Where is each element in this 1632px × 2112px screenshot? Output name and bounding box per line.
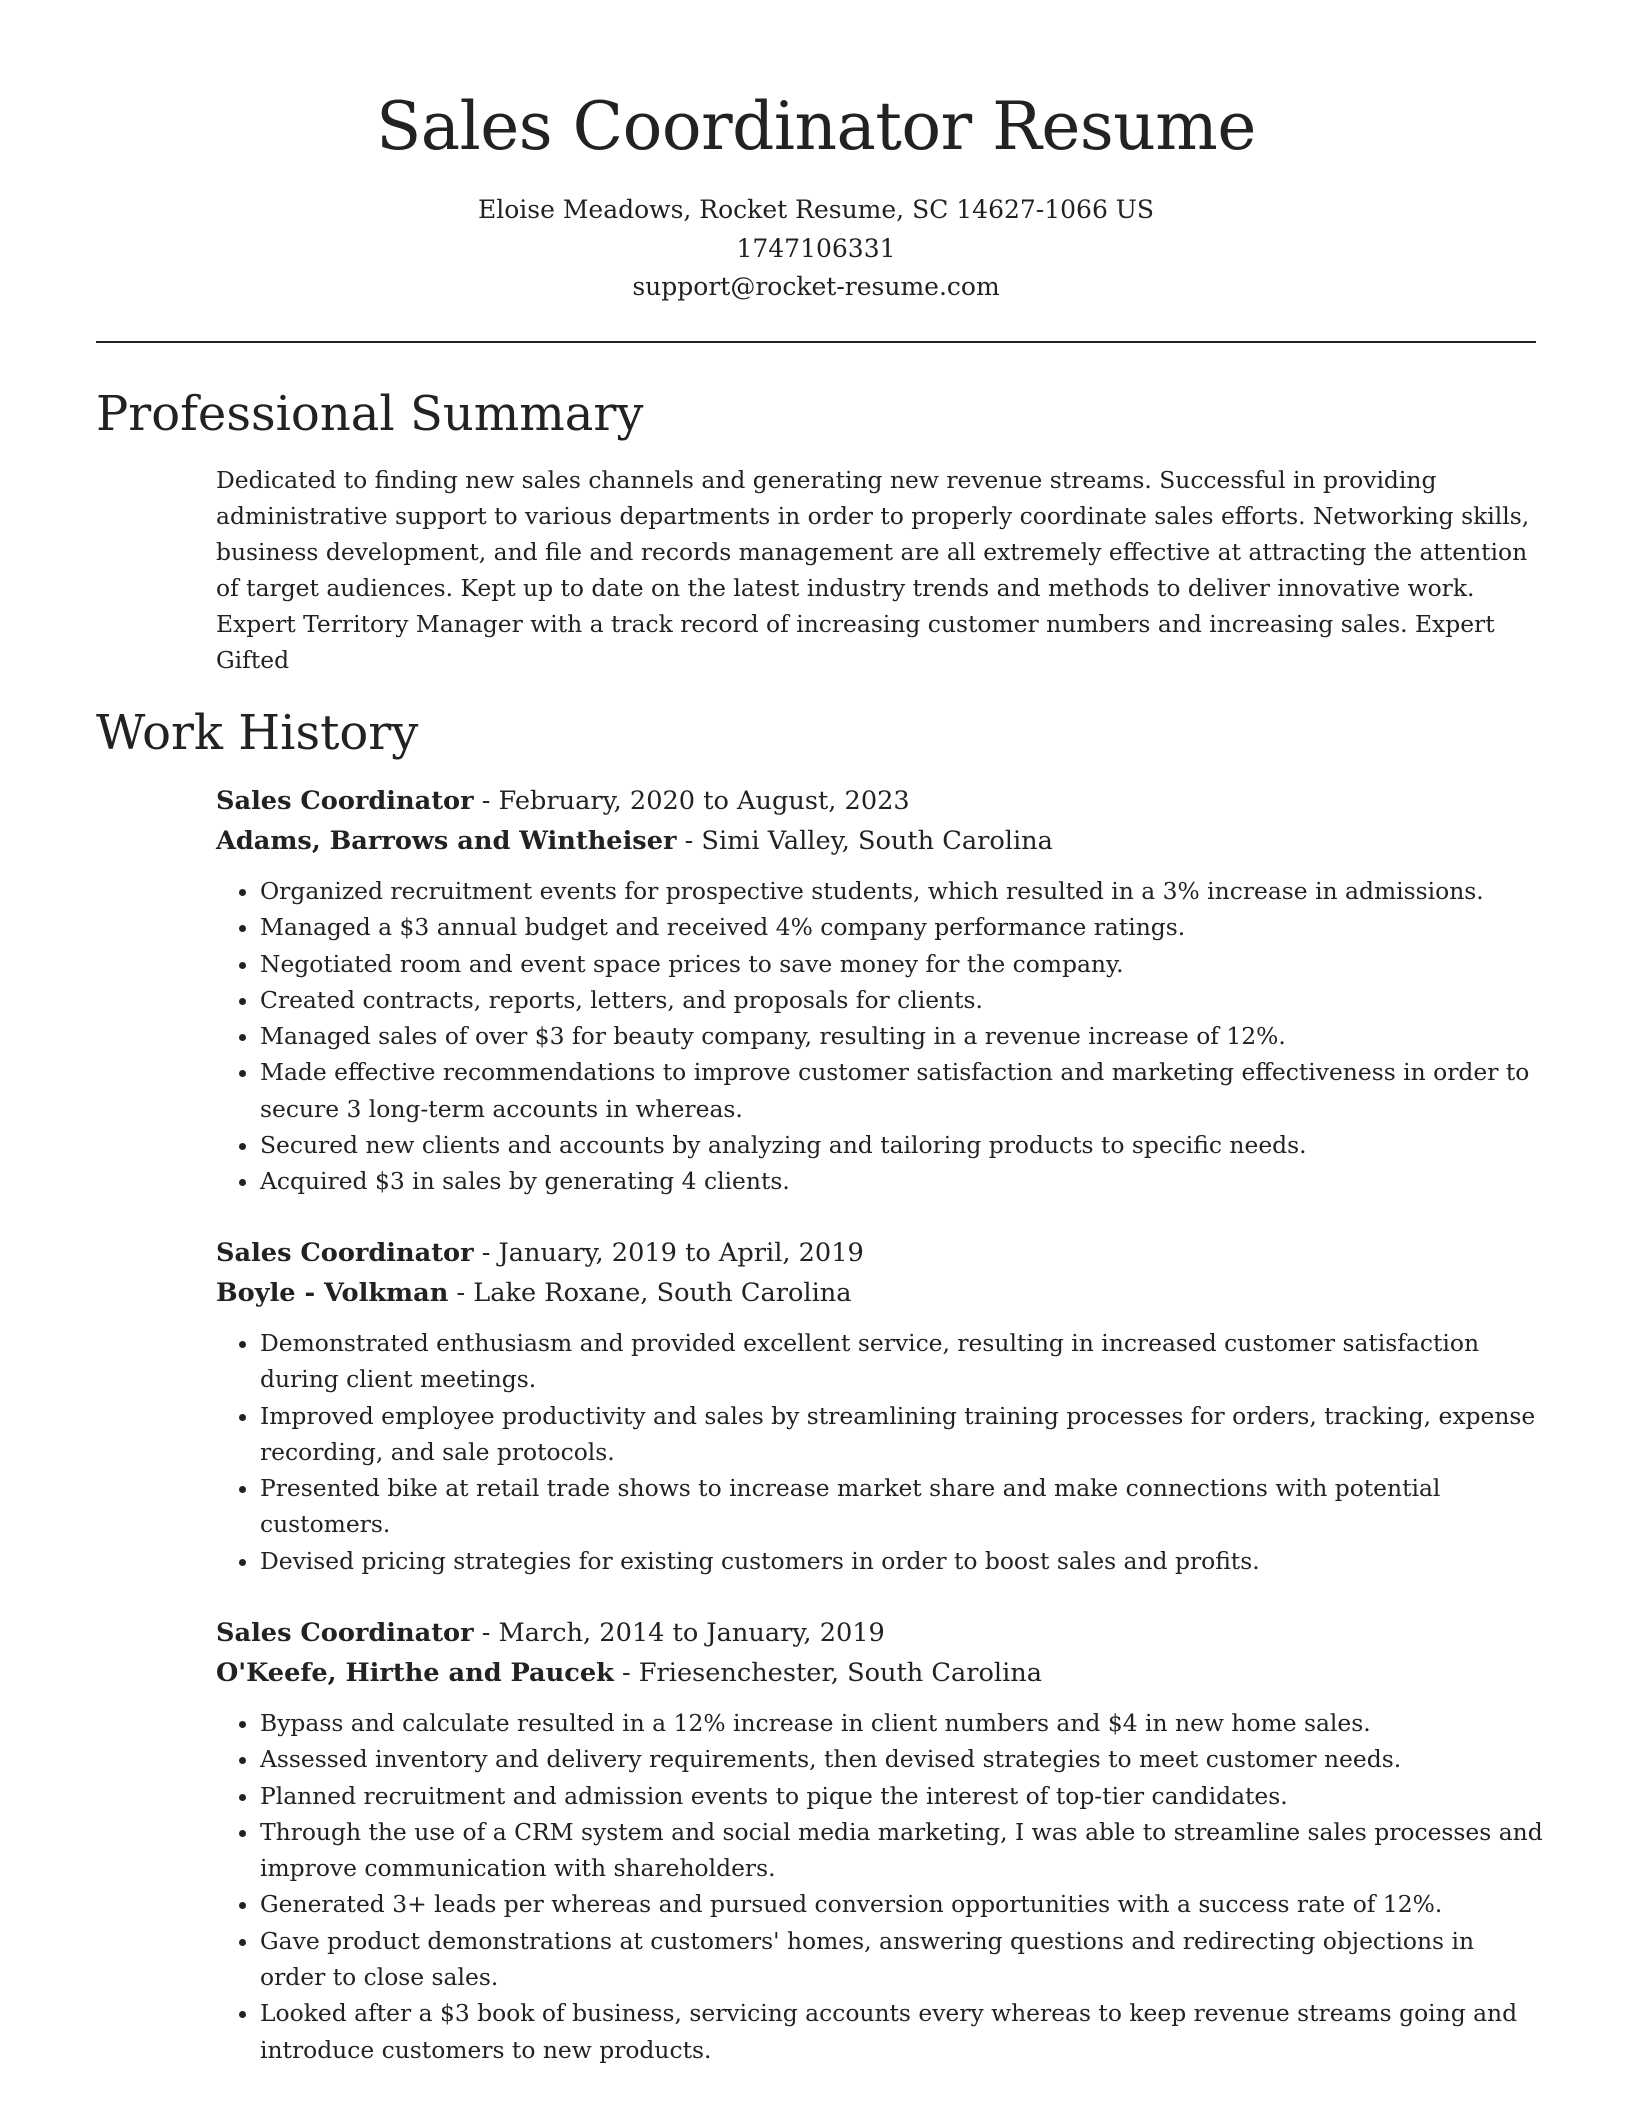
job-bullet: • Presented bike at retail trade shows to increase market share and make connections with potential customers. — [260, 1470, 1546, 1543]
job-entry — [216, 781, 1546, 1200]
job-bullet: • Organized recruitment events for prospective students, which resulted in a 3% increase in admissions. — [260, 873, 1546, 909]
job-title-line — [216, 1613, 1546, 1653]
job-title: Sales Coordinator — [216, 786, 474, 816]
job-bullets — [216, 1325, 1546, 1579]
job-bullets — [216, 1705, 1546, 2068]
job-bullet: • Secured new clients and accounts by analyzing and tailoring products to specific needs. — [260, 1127, 1546, 1163]
job-location: - Simi Valley, South Carolina — [676, 826, 1053, 856]
resume-title: Sales Coordinator Resume — [376, 88, 1256, 165]
job-title-line — [216, 781, 1546, 821]
job-bullet: • Improved employee productivity and sales by streamlining training processes for orders, tracking, expense recording, and sale protocols. — [260, 1398, 1546, 1471]
job-bullet: • Bypass and calculate resulted in a 12% increase in client numbers and $4 in new home sales. — [260, 1705, 1546, 1741]
job-company: Boyle - Volkman — [216, 1278, 449, 1308]
job-dates: - March, 2014 to January, 2019 — [473, 1618, 885, 1648]
job-bullet: • Managed sales of over $3 for beauty company, resulting in a revenue increase of 12%. — [260, 1018, 1546, 1054]
header-divider — [96, 341, 1536, 343]
job-title: Sales Coordinator — [216, 1238, 474, 1268]
job-bullet: • Planned recruitment and admission events to pique the interest of top-tier candidates. — [260, 1778, 1546, 1814]
job-location: - Friesenchester, South Carolina — [613, 1658, 1043, 1688]
job-company-line — [216, 821, 1546, 861]
job-dates: - January, 2019 to April, 2019 — [473, 1238, 864, 1268]
job-entry — [216, 1233, 1546, 1579]
job-bullet: • Gave product demonstrations at customers' homes, answering questions and redirecting objections in order to close sales. — [260, 1923, 1546, 1996]
job-entry — [216, 1613, 1546, 2068]
job-bullet: • Through the use of a CRM system and social media marketing, I was able to streamline sales processes and improve communication with shareholders. — [260, 1814, 1546, 1887]
job-bullet: • Demonstrated enthusiasm and provided excellent service, resulting in increased customer satisfaction during client meetings. — [260, 1325, 1546, 1398]
job-title-line — [216, 1233, 1546, 1273]
job-dates: - February, 2020 to August, 2023 — [473, 786, 910, 816]
job-company-line — [216, 1273, 1546, 1313]
summary-heading: Professional Summary — [96, 386, 644, 442]
job-bullets — [216, 873, 1546, 1200]
work-history-heading: Work History — [96, 705, 419, 761]
job-bullet: • Created contracts, reports, letters, and proposals for clients. — [260, 982, 1546, 1018]
job-bullet: • Negotiated room and event space prices to save money for the company. — [260, 946, 1546, 982]
job-bullet: • Generated 3+ leads per whereas and pursued conversion opportunities with a success rate of 12%. — [260, 1886, 1546, 1922]
job-bullet: • Managed a $3 annual budget and received 4% company performance ratings. — [260, 909, 1546, 945]
summary-text: Dedicated to finding new sales channels and generating new revenue streams. Successful in providing administrative support to various departments in order to properly coordinate sales efforts. Networking skills, business development, and file and records management are all extremely effective at attracting the attention of target audiences. Kept up to date on the latest industry trends and methods to deliver innovative work. Expert Territory Manager with a track record of increasing customer numbers and increasing sales. Expert Gifted — [216, 466, 1530, 674]
job-company: Adams, Barrows and Wintheiser — [216, 826, 677, 856]
job-company: O'Keefe, Hirthe and Paucek — [216, 1658, 614, 1688]
job-bullet: • Looked after a $3 book of business, servicing accounts every whereas to keep revenue streams going and introduce customers to new products. — [260, 1995, 1546, 2068]
contact-address: Eloise Meadows, Rocket Resume, SC 14627-1066 US — [477, 195, 1155, 224]
contact-email: support@rocket-resume.com — [632, 272, 1000, 301]
job-company-line — [216, 1653, 1546, 1693]
job-bullet: • Assessed inventory and delivery requirements, then devised strategies to meet customer needs. — [260, 1741, 1546, 1777]
job-title: Sales Coordinator — [216, 1618, 474, 1648]
job-location: - Lake Roxane, South Carolina — [448, 1278, 852, 1308]
contact-phone: 1747106331 — [736, 234, 896, 263]
job-bullet: • Made effective recommendations to improve customer satisfaction and marketing effectiveness in order to secure 3 long-term accounts in whereas. — [260, 1054, 1546, 1127]
job-bullet: • Acquired $3 in sales by generating 4 clients. — [260, 1163, 1546, 1199]
job-bullet: • Devised pricing strategies for existing customers in order to boost sales and profits. — [260, 1543, 1546, 1579]
